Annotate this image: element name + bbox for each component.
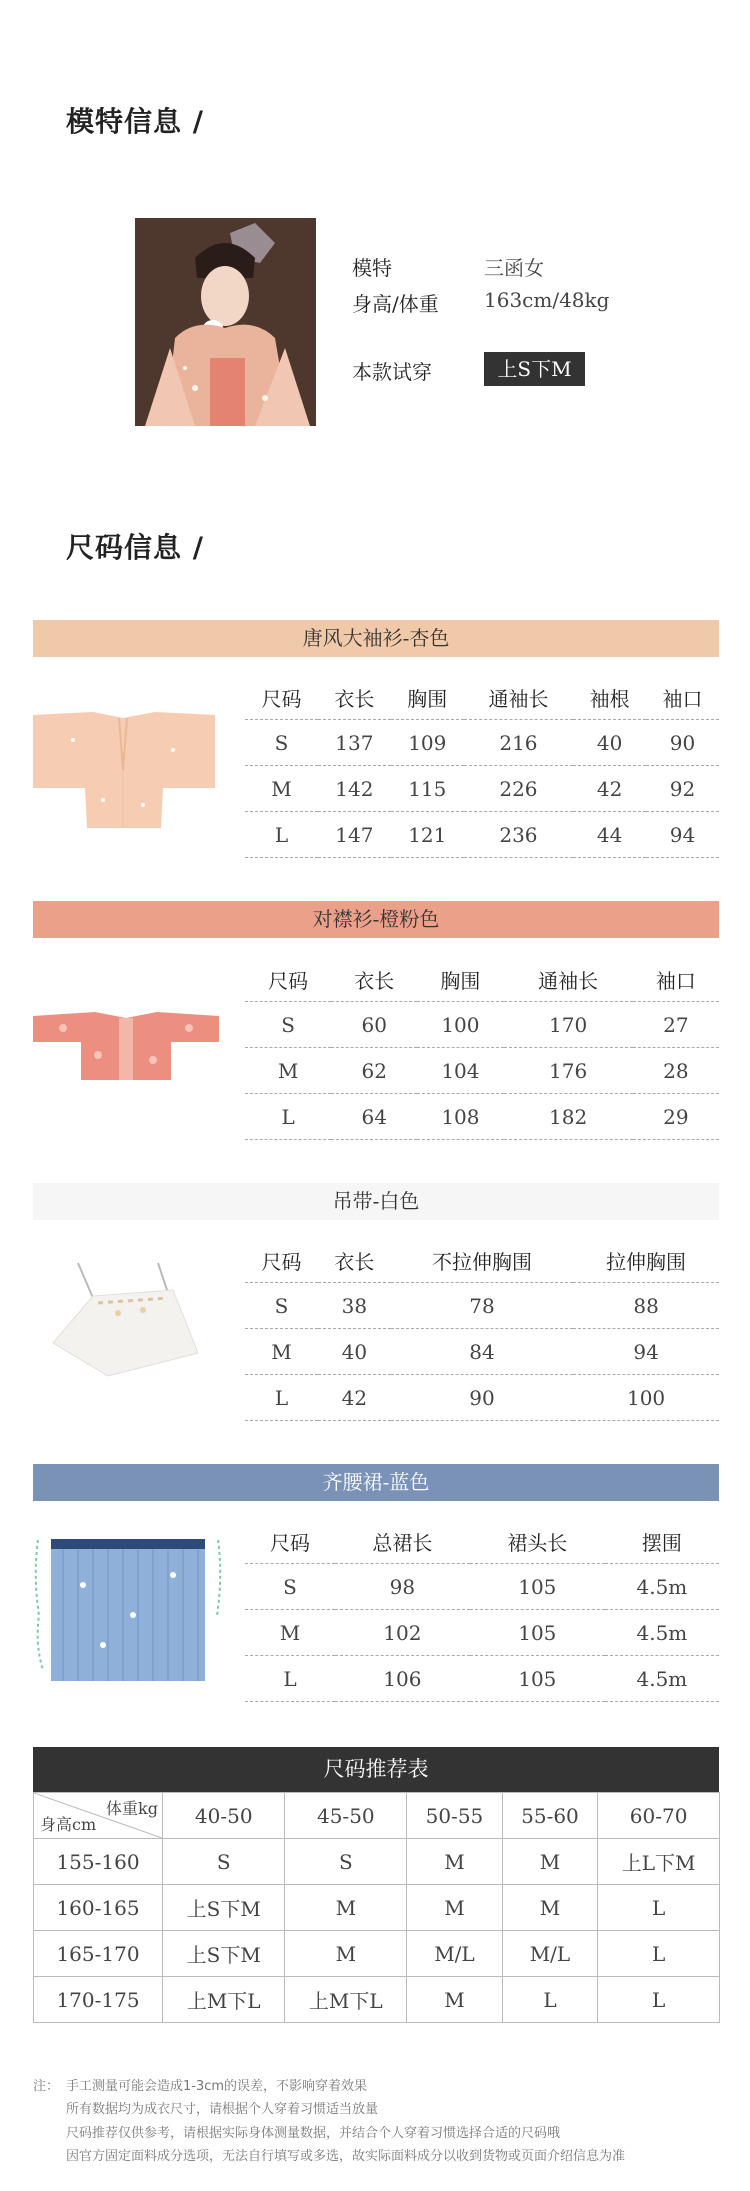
table-cell: 90 [391,1375,573,1421]
recommend-row [34,1931,720,1977]
height-cell: 155-160 [34,1839,163,1885]
table-cell: 137 [318,720,391,766]
note-line: 手工测量可能会造成1-3cm的误差，不影响穿着效果 [66,2079,368,2094]
table-header-cell: 尺码 [245,1238,318,1283]
recommend-cell: L [598,1931,720,1977]
table-cell: L [245,1375,318,1421]
table-cell: 62 [331,1048,417,1094]
recommend-cell: S [163,1839,285,1885]
table-row [245,812,719,858]
table-cell: 115 [391,766,464,812]
table-cell: 90 [646,720,719,766]
table-title-jacket: 对襟衫-橙粉色 [33,901,719,938]
recommend-cell: L [598,1977,720,2023]
table-header-row [245,675,719,720]
camisole-image [48,1258,203,1382]
table-cell: 42 [318,1375,391,1421]
table-cell: M [245,1048,331,1094]
table-cell: S [245,1564,335,1610]
table-cell: 40 [318,1329,391,1375]
size-table-robe [245,675,719,858]
table-row [245,1329,719,1375]
table-cell: 170 [504,1002,633,1048]
table-cell: 38 [318,1283,391,1329]
model-name-label: 模特 [352,256,392,280]
table-cell: M [245,1329,318,1375]
table-cell: 94 [646,812,719,858]
robe-image [33,710,215,834]
table-cell: 226 [464,766,573,812]
table-cell: 236 [464,812,573,858]
table-header-cell: 胸围 [417,957,503,1002]
table-cell: 42 [573,766,646,812]
table-cell: 121 [391,812,464,858]
tryon-label: 本款试穿 [352,360,432,384]
recommend-row [34,1885,720,1931]
table-header-cell: 不拉伸胸围 [391,1238,573,1283]
weight-header-cell: 50-55 [407,1793,503,1839]
table-cell: 142 [318,766,391,812]
model-info-title: 模特信息 / [66,105,204,138]
note-line: 尺码推荐仅供参考，请根据实际身体测量数据，并结合个人穿着习惯选择合适的尺码哦 [66,2126,561,2141]
table-cell: 60 [331,1002,417,1048]
size-table-jacket [245,957,719,1140]
table-cell: 100 [573,1375,719,1421]
recommend-cell: 上S下M [163,1931,285,1977]
table-cell: 105 [470,1656,605,1702]
table-row [245,1564,719,1610]
recommend-row [34,1977,720,2023]
table-cell: 4.5m [605,1656,719,1702]
table-cell: S [245,720,318,766]
recommend-corner-cell [34,1793,163,1839]
table-row [245,1610,719,1656]
table-cell: 105 [470,1610,605,1656]
size-info-title: 尺码信息 / [66,531,204,564]
table-cell: 64 [331,1094,417,1140]
recommend-cell: 上S下M [163,1885,285,1931]
recommend-cell: M [285,1931,407,1977]
recommend-cell: M/L [502,1931,598,1977]
recommend-cell: M [285,1885,407,1931]
table-cell: 84 [391,1329,573,1375]
table-header-cell: 尺码 [245,1519,335,1564]
recommend-row [34,1839,720,1885]
table-title-robe: 唐风大袖衫-杏色 [33,620,719,657]
table-header-cell: 衣长 [318,1238,391,1283]
table-header-cell: 摆围 [605,1519,719,1564]
table-cell: 147 [318,812,391,858]
table-header-cell: 胸围 [391,675,464,720]
table-cell: L [245,1656,335,1702]
model-name-value: 三函女 [484,256,544,280]
table-row [245,1002,719,1048]
recommend-table [33,1792,720,2023]
note-line: 所有数据均为成衣尺寸，请根据个人穿着习惯适当放量 [66,2102,379,2117]
recommend-cell: M [502,1885,598,1931]
table-header-row [245,1238,719,1283]
table-cell: 109 [391,720,464,766]
table-header-cell: 袖根 [573,675,646,720]
model-size-value: 163cm/48kg [484,288,610,312]
table-row [245,1375,719,1421]
height-cell: 165-170 [34,1931,163,1977]
notes-prefix: 注： [33,2079,60,2094]
weight-header-cell: 55-60 [502,1793,598,1839]
table-cell: 27 [633,1002,719,1048]
recommend-cell: 上M下L [163,1977,285,2023]
table-header-cell: 尺码 [245,675,318,720]
table-row [245,1283,719,1329]
table-header-cell: 袖口 [646,675,719,720]
table-cell: M [245,766,318,812]
table-cell: 28 [633,1048,719,1094]
table-cell: 78 [391,1283,573,1329]
table-cell: 98 [335,1564,470,1610]
table-cell: L [245,1094,331,1140]
table-row [245,1094,719,1140]
table-header-cell: 尺码 [245,957,331,1002]
table-row [245,720,719,766]
table-cell: S [245,1283,318,1329]
table-cell: 106 [335,1656,470,1702]
table-cell: 88 [573,1283,719,1329]
jacket-image [33,1010,219,1086]
table-row [245,1048,719,1094]
height-cell: 160-165 [34,1885,163,1931]
size-table-camisole [245,1238,719,1421]
table-header-cell: 通袖长 [504,957,633,1002]
table-cell: 94 [573,1329,719,1375]
weight-header-cell: 60-70 [598,1793,720,1839]
table-header-cell: 衣长 [331,957,417,1002]
recommend-cell: S [285,1839,407,1885]
table-cell: 100 [417,1002,503,1048]
table-header-cell: 裙头长 [470,1519,605,1564]
table-header-row [245,1519,719,1564]
recommend-cell: M [502,1839,598,1885]
table-cell: 102 [335,1610,470,1656]
table-header-cell: 通袖长 [464,675,573,720]
note-line: 因官方固定面料成分选项，无法自行填写或多选，故实际面料成分以收到货物或页面介绍信息为准 [66,2149,626,2164]
recommend-title: 尺码推荐表 [33,1747,719,1792]
table-cell: 182 [504,1094,633,1140]
table-cell: L [245,812,318,858]
recommend-cell: L [502,1977,598,2023]
table-cell: 92 [646,766,719,812]
recommend-cell: 上L下M [598,1839,720,1885]
table-cell: 4.5m [605,1610,719,1656]
table-cell: S [245,1002,331,1048]
weight-header-cell: 45-50 [285,1793,407,1839]
table-cell: 44 [573,812,646,858]
table-row [245,766,719,812]
weight-axis-label: 体重kg [106,1799,158,1818]
height-axis-label: 身高cm [40,1815,97,1834]
model-photo [135,218,316,426]
weight-header-cell: 40-50 [163,1793,285,1839]
table-cell: 108 [417,1094,503,1140]
table-row [245,1656,719,1702]
table-header-cell: 衣长 [318,675,391,720]
skirt-image [33,1535,223,1689]
height-cell: 170-175 [34,1977,163,2023]
table-title-skirt: 齐腰裙-蓝色 [33,1464,719,1501]
table-header-row [245,957,719,1002]
table-cell: M [245,1610,335,1656]
table-title-camisole: 吊带-白色 [33,1183,719,1220]
table-header-cell: 总裙长 [335,1519,470,1564]
recommend-header-row [34,1793,720,1839]
tryon-size-tag: 上S下M [484,352,585,386]
recommend-cell: M [407,1885,503,1931]
table-cell: 4.5m [605,1564,719,1610]
recommend-cell: L [598,1885,720,1931]
recommend-cell: M [407,1977,503,2023]
table-cell: 40 [573,720,646,766]
recommend-cell: M/L [407,1931,503,1977]
table-header-cell: 拉伸胸围 [573,1238,719,1283]
size-table-skirt [245,1519,719,1702]
recommend-cell: M [407,1839,503,1885]
table-cell: 216 [464,720,573,766]
table-cell: 104 [417,1048,503,1094]
table-cell: 105 [470,1564,605,1610]
recommend-cell: 上M下L [285,1977,407,2023]
model-size-label: 身高/体重 [352,292,439,316]
table-cell: 29 [633,1094,719,1140]
table-header-cell: 袖口 [633,957,719,1002]
table-cell: 176 [504,1048,633,1094]
